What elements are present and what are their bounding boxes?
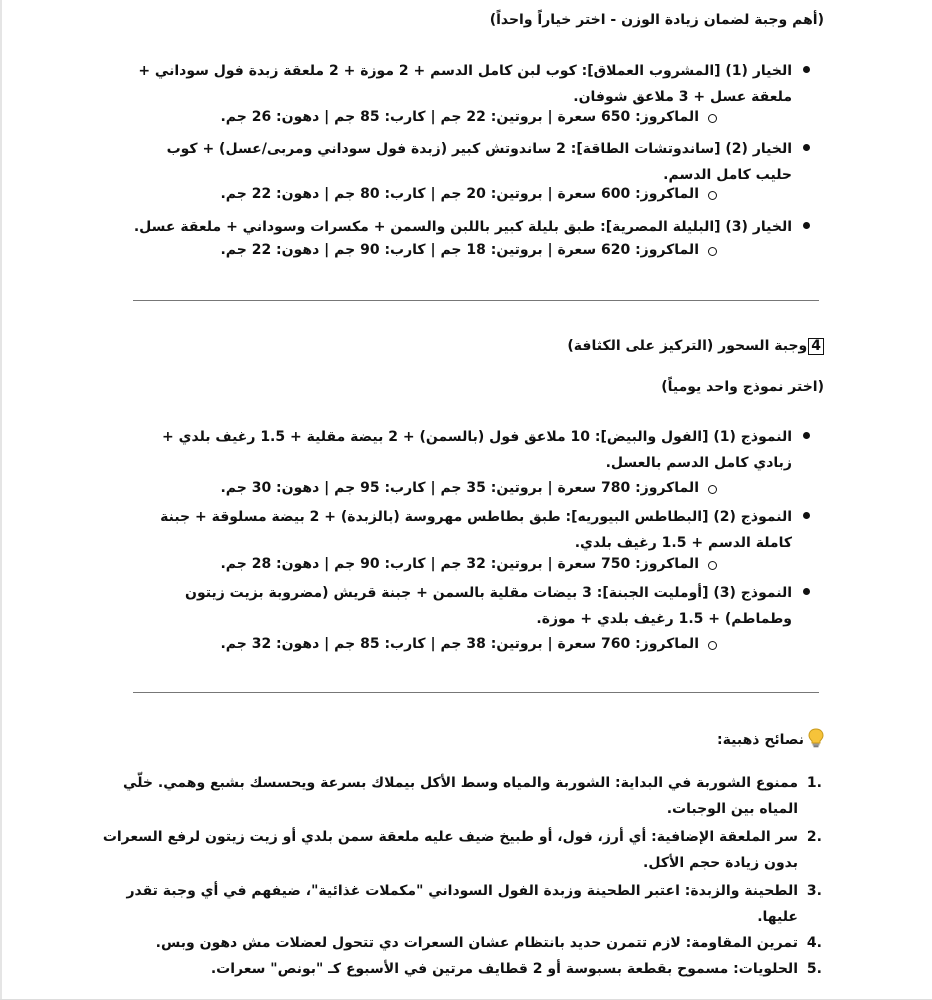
tip-4	[102, 930, 822, 956]
bullet-circle	[708, 247, 717, 256]
suhoor-option-1-macros: الماكروز: 780 سعرة | بروتين: 35 جم | كارب: 95 جم | دهون: 30 جم.	[220, 480, 717, 496]
bullet-dot	[803, 66, 810, 73]
bullet-dot	[803, 144, 810, 151]
suhoor-title: وجبة السحور (التركيز على الكثافة)	[567, 338, 808, 354]
section-number: 4	[808, 338, 824, 355]
tip-text: الحلويات: مسموح بقطعة بسبوسة أو 2 قطايف مرتين في الأسبوع كـ "بونص" سعرات.	[210, 961, 798, 977]
suhoor-option-3-text: النموذج (3) [أومليت الجبنة]: 3 بيضات مقلية بالسمن + جبنة قريش (مضروبة بزيت زيتون وطماطم) + 1.5 رغيف بلدي + موزة.	[185, 585, 792, 627]
lunch-option-1-macros: الماكروز: 650 سعرة | بروتين: 22 جم | كارب: 85 جم | دهون: 26 جم.	[220, 109, 717, 125]
suhoor-subtitle: (اختر نموذج واحد يومياً)	[661, 379, 824, 395]
tips-heading	[717, 728, 824, 752]
tip-number: .5	[806, 961, 822, 977]
horizontal-rule	[133, 300, 819, 301]
tip-text: تمرين المقاومة: لازم تتمرن حديد بانتظام عشان السعرات دي تتحول لعضلات مش دهون وبس.	[155, 935, 798, 951]
tips-title: نصائح ذهبية:	[717, 732, 804, 748]
suhoor-heading	[567, 336, 824, 356]
tip-3	[102, 878, 822, 930]
tip-number: .3	[806, 883, 822, 899]
horizontal-rule	[133, 692, 819, 693]
suhoor-option-2-text: النموذج (2) [البطاطس البيوريه]: طبق بطاطس مهروسة (بالزبدة) + 2 بيضة مسلوقة + جبنة كاملة الدسم + 1.5 رغيف بلدي.	[160, 509, 792, 551]
suhoor-option-2-macros: الماكروز: 750 سعرة | بروتين: 32 جم | كارب: 90 جم | دهون: 28 جم.	[220, 556, 717, 572]
tip-2	[102, 824, 822, 876]
tip-number: .1	[806, 775, 822, 791]
lunch-option-1	[130, 58, 810, 110]
bullet-circle	[708, 641, 717, 650]
page-edge	[0, 0, 2, 1000]
lunch-header: (أهم وجبة لضمان زيادة الوزن - اختر خياراً واحداً)	[489, 12, 824, 28]
tip-number: .4	[806, 935, 822, 951]
lunch-option-2-macros: الماكروز: 600 سعرة | بروتين: 20 جم | كارب: 80 جم | دهون: 22 جم.	[220, 186, 717, 202]
lunch-option-3-macros: الماكروز: 620 سعرة | بروتين: 18 جم | كارب: 90 جم | دهون: 22 جم.	[220, 242, 717, 258]
bullet-dot	[803, 432, 810, 439]
suhoor-option-3-macros: الماكروز: 760 سعرة | بروتين: 38 جم | كارب: 85 جم | دهون: 32 جم.	[220, 636, 717, 652]
suhoor-option-3	[130, 580, 810, 632]
tip-1	[102, 770, 822, 822]
lightbulb-icon	[808, 728, 824, 752]
bullet-dot	[803, 588, 810, 595]
suhoor-option-2	[130, 504, 810, 556]
bullet-circle	[708, 485, 717, 494]
tip-text: ممنوع الشوربة في البداية: الشوربة والمياه وسط الأكل بيملاك بسرعة ويحسسك بشبع وهمي. خلّي المياه بين الوجبات.	[123, 775, 798, 817]
lunch-option-3	[130, 214, 810, 240]
lunch-option-2	[130, 136, 810, 188]
lunch-option-1-text: الخيار (1) [المشروب العملاق]: كوب لبن كامل الدسم + 2 موزة + 2 ملعقة زبدة فول سوداني + ملعقة عسل + 3 ملاعق شوفان.	[138, 63, 792, 105]
bullet-circle	[708, 561, 717, 570]
tip-number: .2	[806, 829, 822, 845]
bullet-dot	[803, 222, 810, 229]
tip-5	[102, 956, 822, 982]
bullet-circle	[708, 114, 717, 123]
bullet-dot	[803, 512, 810, 519]
suhoor-option-1-text: النموذج (1) [الفول والبيض]: 10 ملاعق فول (بالسمن) + 2 بيضة مقلية + 1.5 رغيف بلدي + زبادي كامل الدسم بالعسل.	[162, 429, 792, 471]
tip-text: سر الملعقة الإضافية: أي أرز، فول، أو طبيخ ضيف عليه ملعقة سمن بلدي أو زيت زيتون لرفع السعرات بدون زيادة حجم الأكل.	[102, 829, 798, 871]
tip-text: الطحينة والزبدة: اعتبر الطحينة وزبدة الفول السوداني "مكملات غذائية"، ضيفهم في أي وجبة تقدر عليها.	[126, 883, 798, 925]
bullet-circle	[708, 191, 717, 200]
lunch-option-2-text: الخيار (2) [ساندوتشات الطاقة]: 2 ساندوتش كبير (زبدة فول سوداني ومربى/عسل) + كوب حليب كامل الدسم.	[166, 141, 792, 183]
suhoor-option-1	[130, 424, 810, 476]
lunch-option-3-text: الخيار (3) [البليلة المصرية]: طبق بليلة كبير باللبن والسمن + مكسرات وسوداني + ملعقة عسل.	[133, 219, 792, 235]
